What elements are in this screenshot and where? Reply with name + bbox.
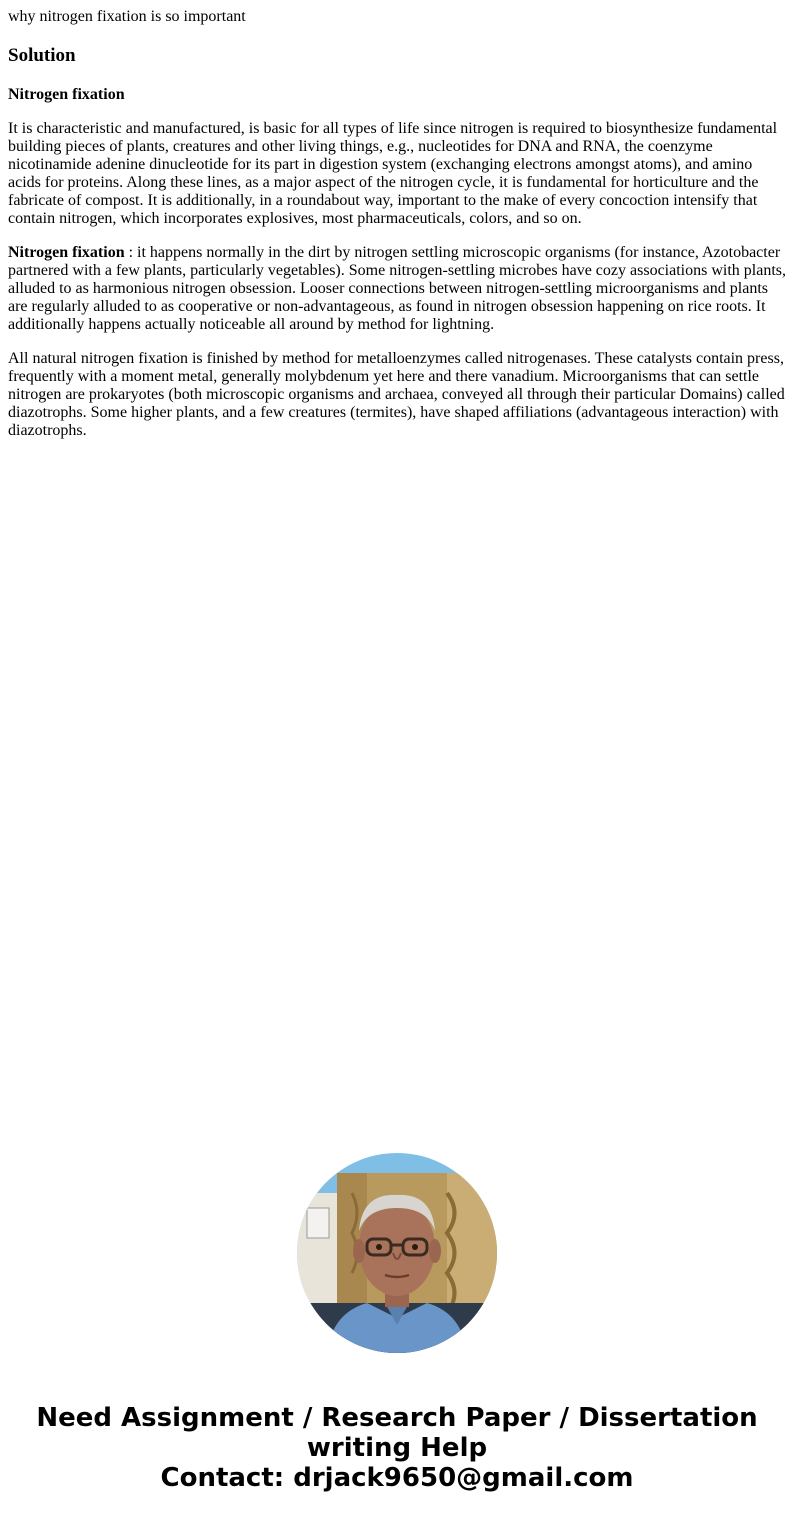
avatar-portrait-image: [297, 1153, 497, 1353]
paragraph-3: All natural nitrogen fixation is finished by method for metalloenzymes called nitrogenases. These catalysts contain press, frequently with a moment metal, generally molybdenum yet here and there vanadium. Microorganisms that can settle nitrogen are prokaryotes (both microscopic organisms and archaea, conveyed all through their particular Domains) called diazotrophs. Some higher plants, and a few creatures (termites), have shaped affiliations (advantageous interaction) with diazotrophs.: [8, 350, 785, 439]
paragraph-2-bold-term: Nitrogen fixation: [8, 244, 125, 261]
solution-heading: Solution: [8, 45, 76, 66]
promo-contact: Contact: drjack9650@gmail.com: [160, 1463, 634, 1493]
question-text: why nitrogen fixation is so important: [8, 8, 246, 25]
promo-line-1: Need Assignment / Research Paper / Dissertation: [36, 1403, 758, 1433]
article: [8, 8, 786, 440]
paragraph-2: [8, 244, 786, 334]
section-heading: Nitrogen fixation: [8, 86, 125, 103]
author-avatar: [297, 1153, 497, 1353]
paragraph-1: It is characteristic and manufactured, is basic for all types of life since nitrogen is required to biosynthesize fundamental building pieces of plants, creatures and other living things, e.g., nucleotides for DNA and RNA, the coenzyme nicotinamide adenine dinucleotide for its part in digestion system (exchanging electrons amongst atoms), and amino acids for proteins. Along these lines, as a major aspect of the nitrogen cycle, it is fundamental for horticulture and the fabricate of compost. It is additionally, in a roundabout way, important to the make of every concoction intensify that contain nitrogen, which incorporates explosives, most pharmaceuticals, colors, and so on.: [8, 120, 778, 227]
promo-line-2: writing Help: [306, 1433, 488, 1463]
paragraph-2-text: : it happens normally in the dirt by nitrogen settling microscopic organisms (for instance, Azotobacter partnered with a few plants, particularly vegetables). Some nitrogen-settling microbes have cozy associations with plants, alluded to as harmonious nitrogen obsession. Looser connections between nitrogen-settling microorganisms and plants are regularly alluded to as cooperative or non-advantageous, as found in nitrogen obsession happening on rice roots. It additionally happens actually noticeable all around by method for lightning.: [8, 244, 786, 333]
promo-banner: [0, 1403, 794, 1493]
